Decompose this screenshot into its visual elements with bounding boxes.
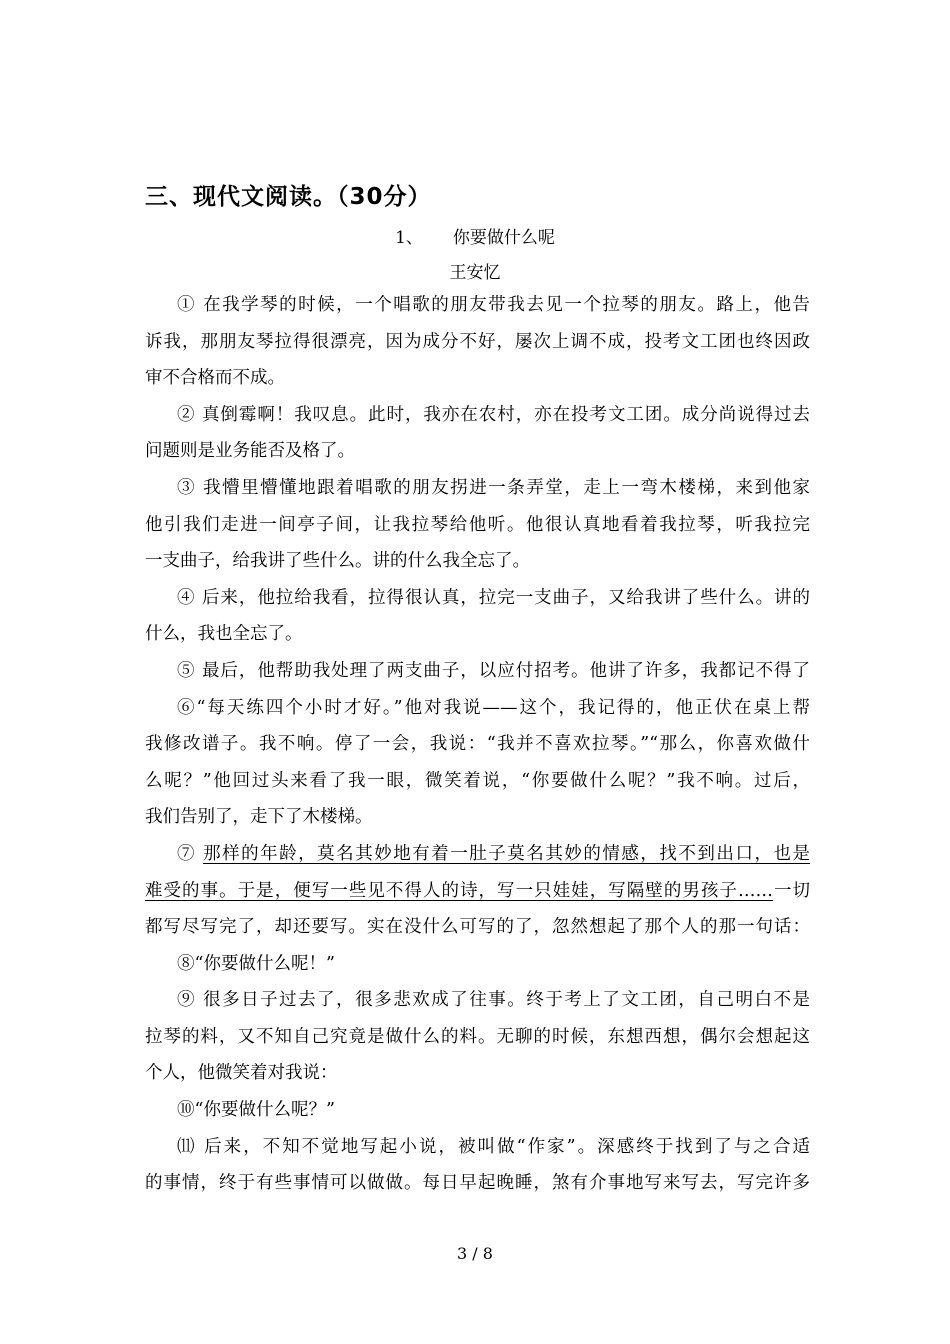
- text-line: 拉琴的料，又不知自己究竟是做什么的料。无聊的时候，东想西想，偶尔会想起这: [145, 1026, 810, 1047]
- article-title-text: 你要做什么呢: [452, 228, 555, 248]
- text-span: 一切: [772, 880, 810, 901]
- text-line: 一支曲子，给我讲了些什么。讲的什么我全忘了。: [145, 551, 530, 572]
- text-line: 么呢？”他回过头来看了我一眼，微笑着说，“你要做什么呢？”我不响。过后，: [145, 770, 810, 791]
- paragraph-9: [145, 982, 810, 1092]
- text-line: ② 真倒霉啊！我叹息。此时，我亦在农村，亦在投考文工团。成分尚说得过去: [177, 404, 810, 425]
- paragraph-3: [145, 470, 810, 580]
- article-author: 王安忆: [449, 263, 501, 283]
- text-line: 问题则是业务能否及格了。: [145, 441, 355, 462]
- text-line: 他引我们走进一间亭子间，让我拉琴给他听。他很认真地看着我拉琴，听我拉完: [145, 514, 810, 535]
- text-line: [145, 873, 810, 910]
- paragraph-6: [145, 690, 810, 836]
- paragraph-5: [145, 653, 810, 690]
- paragraph-10: [145, 1092, 810, 1129]
- text-line: 个人，他微笑着对我说：: [145, 1063, 338, 1084]
- paragraph-11: [145, 1129, 810, 1202]
- text-line: ③ 我懵里懵懂地跟着唱歌的朋友拐进一条弄堂，走上一弯木楼梯，来到他家: [177, 477, 810, 498]
- text-line: ⑥“每天练四个小时才好。”他对我说——这个，我记得的，他正伏在桌上帮: [177, 697, 810, 718]
- text-line: ① 在我学琴的时候，一个唱歌的朋友带我去见一个拉琴的朋友。路上，他告: [177, 295, 810, 315]
- text-line: 什么，我也全忘了。: [145, 624, 303, 645]
- text-line: 我修改谱子。我不响。停了一会，我说：“我并不喜欢拉琴。”“那么，你喜欢做什: [145, 734, 810, 755]
- underlined-text: 那样的年龄，莫名其妙地有着一肚子莫名其妙的情感，找不到出口，也是: [203, 843, 810, 864]
- article-body: [145, 287, 810, 1202]
- underlined-text: 难受的事。于是，便写一些见不得人的诗，写一只娃娃，写隔壁的男孩子……: [145, 880, 773, 901]
- text-line: ⑤ 最后，他帮助我处理了两支曲子，以应付招考。他讲了许多，我都记不得了: [177, 660, 810, 681]
- text-line: 我们告别了，走下了木楼梯。: [145, 807, 373, 828]
- text-line: ④ 后来，他拉给我看，拉得很认真，拉完一支曲子，又给我讲了些什么。讲的: [177, 587, 810, 608]
- page-number: 3 / 8: [457, 1244, 493, 1263]
- text-line: [145, 836, 810, 873]
- text-line: ⑧“你要做什么呢！”: [177, 953, 335, 974]
- paragraph-2: [145, 397, 810, 470]
- section-heading: 三、现代文阅读。（30分）: [145, 184, 432, 210]
- paragraph-marker: ⑦: [177, 843, 204, 864]
- text-line: 审不合格而不成。: [145, 368, 285, 389]
- paragraph-8: [145, 946, 810, 983]
- text-line: ⑾ 后来，不知不觉地写起小说，被叫做“作家”。深感终于找到了与之合适: [177, 1136, 810, 1157]
- paragraph-7: [145, 836, 810, 946]
- text-line: ⑨ 很多日子过去了，很多悲欢成了往事。终于考上了文工团，自己明白不是: [177, 990, 810, 1011]
- text-line: 的事情，终于有些事情可以做做。每日早起晚睡，煞有介事地写来写去，写完许多: [145, 1173, 810, 1194]
- paragraph-1: [145, 287, 810, 397]
- article-title: [0, 223, 950, 248]
- text-line: ⑩“你要做什么呢？”: [177, 1100, 335, 1121]
- paragraph-4: [145, 580, 810, 653]
- text-line: 诉我，那朋友琴拉得很漂亮，因为成分不好，屡次上调不成，投考文工团也终因政: [145, 331, 810, 352]
- article-number: 1、: [395, 228, 423, 248]
- text-line: 都写尽写完了，却还要写。实在没什么可写的了，忽然想起了那个人的那一句话：: [145, 917, 810, 938]
